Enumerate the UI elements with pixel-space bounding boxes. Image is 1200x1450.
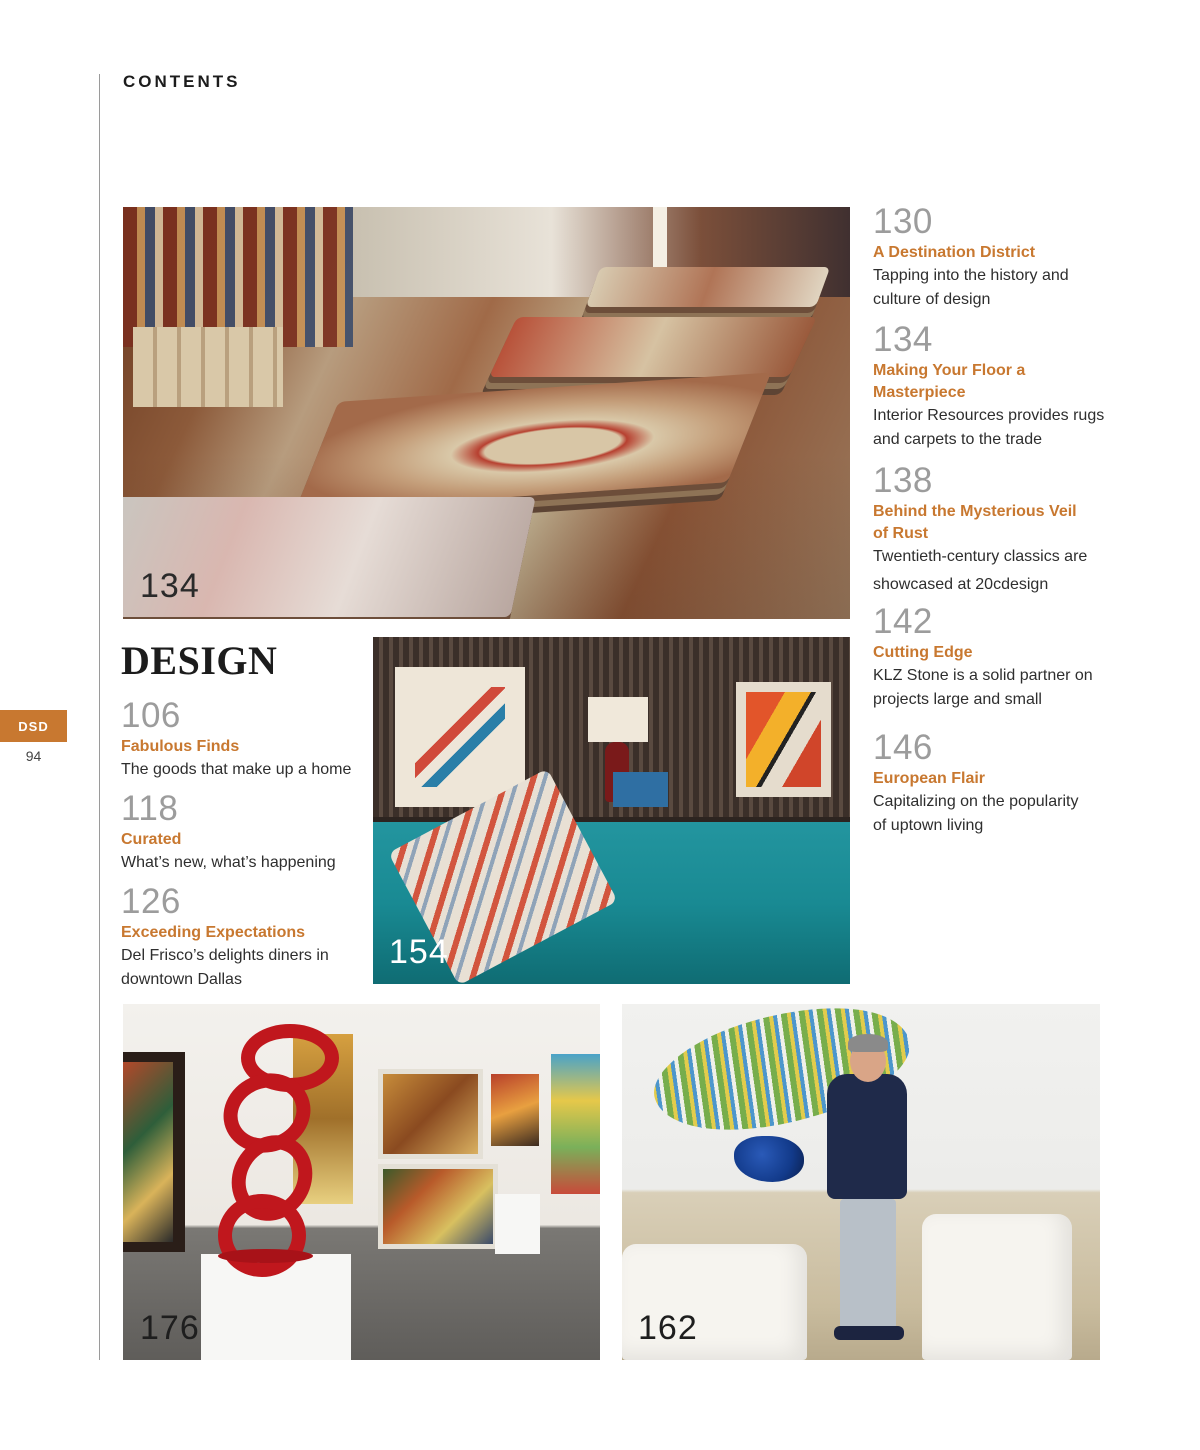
folio-page-number: 94 bbox=[25, 748, 42, 764]
book bbox=[613, 772, 668, 807]
photo-page-label: 162 bbox=[638, 1309, 698, 1347]
toc-entry bbox=[121, 884, 329, 992]
toc-entry bbox=[873, 463, 1087, 597]
toc-entry bbox=[121, 791, 336, 875]
lamp-shade bbox=[588, 697, 648, 742]
toc-title: of Rust bbox=[873, 525, 929, 542]
abstract-artwork bbox=[395, 667, 525, 807]
toc-page-number: 146 bbox=[873, 728, 933, 767]
toc-description: Del Frisco’s delights diners in bbox=[121, 947, 329, 964]
rug-stack bbox=[586, 267, 831, 307]
rug-showroom-photo bbox=[123, 207, 850, 619]
rug-shelves bbox=[123, 207, 353, 347]
photo-page-label: 154 bbox=[389, 933, 449, 971]
toc-description: KLZ Stone is a solid partner on bbox=[873, 667, 1093, 684]
toc-title: A Destination District bbox=[873, 244, 1036, 261]
toc-description: Capitalizing on the popularity bbox=[873, 793, 1079, 810]
painting bbox=[551, 1054, 600, 1194]
abstract-artwork bbox=[736, 682, 831, 797]
toc-description: projects large and small bbox=[873, 691, 1042, 708]
painting bbox=[378, 1069, 483, 1159]
toc-entry bbox=[873, 604, 1093, 712]
toc-entry bbox=[873, 730, 1078, 838]
photo-page-label: 134 bbox=[140, 567, 200, 605]
red-sculpture bbox=[218, 1194, 306, 1277]
sofa-photo bbox=[373, 637, 850, 984]
pedestal bbox=[495, 1194, 540, 1254]
white-armchair bbox=[922, 1214, 1072, 1360]
toc-page-number: 118 bbox=[121, 789, 179, 828]
toc-description: Twentieth-century classics are bbox=[873, 548, 1088, 565]
person bbox=[848, 1034, 888, 1052]
toc-page-number: 138 bbox=[873, 461, 933, 500]
page-title: CONTENTS bbox=[123, 72, 241, 91]
toc-title: Curated bbox=[121, 831, 182, 848]
toc-description: Tapping into the history and bbox=[873, 267, 1069, 284]
toc-description: and carpets to the trade bbox=[873, 431, 1042, 448]
toc-page-number: 126 bbox=[121, 882, 181, 921]
toc-description: culture of design bbox=[873, 291, 991, 308]
toc-entry bbox=[873, 204, 1069, 312]
toc-description: of uptown living bbox=[873, 817, 984, 834]
person bbox=[840, 1199, 896, 1329]
blue-mineral bbox=[734, 1136, 804, 1182]
vertical-rule bbox=[99, 74, 100, 1360]
toc-title: Making Your Floor a bbox=[873, 362, 1026, 379]
toc-page-number: 134 bbox=[873, 320, 933, 359]
photo-page-label: 176 bbox=[140, 1309, 200, 1347]
toc-title: Exceeding Expectations bbox=[121, 924, 306, 941]
toc-title: Cutting Edge bbox=[873, 644, 973, 661]
section-tab-label: DSD bbox=[18, 718, 49, 734]
toc-description: Interior Resources provides rugs bbox=[873, 407, 1105, 424]
toc-title: Masterpiece bbox=[873, 384, 966, 401]
toc-description: showcased at 20cdesign bbox=[873, 576, 1049, 593]
sculpture-base bbox=[218, 1249, 313, 1263]
toc-description: The goods that make up a home bbox=[121, 761, 352, 778]
toc-title: Behind the Mysterious Veil bbox=[873, 503, 1077, 520]
toc-title: European Flair bbox=[873, 770, 986, 787]
toc-page-number: 106 bbox=[121, 696, 181, 735]
section-tab bbox=[0, 710, 67, 742]
toc-title: Fabulous Finds bbox=[121, 738, 240, 755]
toc-page-number: 142 bbox=[873, 602, 933, 641]
glass-art-photo bbox=[622, 1004, 1100, 1360]
painting bbox=[378, 1164, 498, 1249]
section-heading: DESIGN bbox=[121, 638, 278, 683]
toc-page-number: 130 bbox=[873, 202, 933, 241]
rug-stack bbox=[295, 372, 771, 511]
toc-description: What’s new, what’s happening bbox=[121, 854, 336, 871]
painting bbox=[491, 1074, 539, 1146]
showroom-counter bbox=[133, 327, 283, 407]
toc-description: downtown Dallas bbox=[121, 971, 242, 988]
toc-entry bbox=[121, 698, 351, 782]
rug-stack bbox=[489, 317, 817, 377]
toc-entry bbox=[873, 322, 1104, 452]
person bbox=[834, 1326, 904, 1340]
gallery-photo bbox=[123, 1004, 600, 1360]
person bbox=[827, 1074, 907, 1199]
framed-painting bbox=[123, 1052, 185, 1252]
